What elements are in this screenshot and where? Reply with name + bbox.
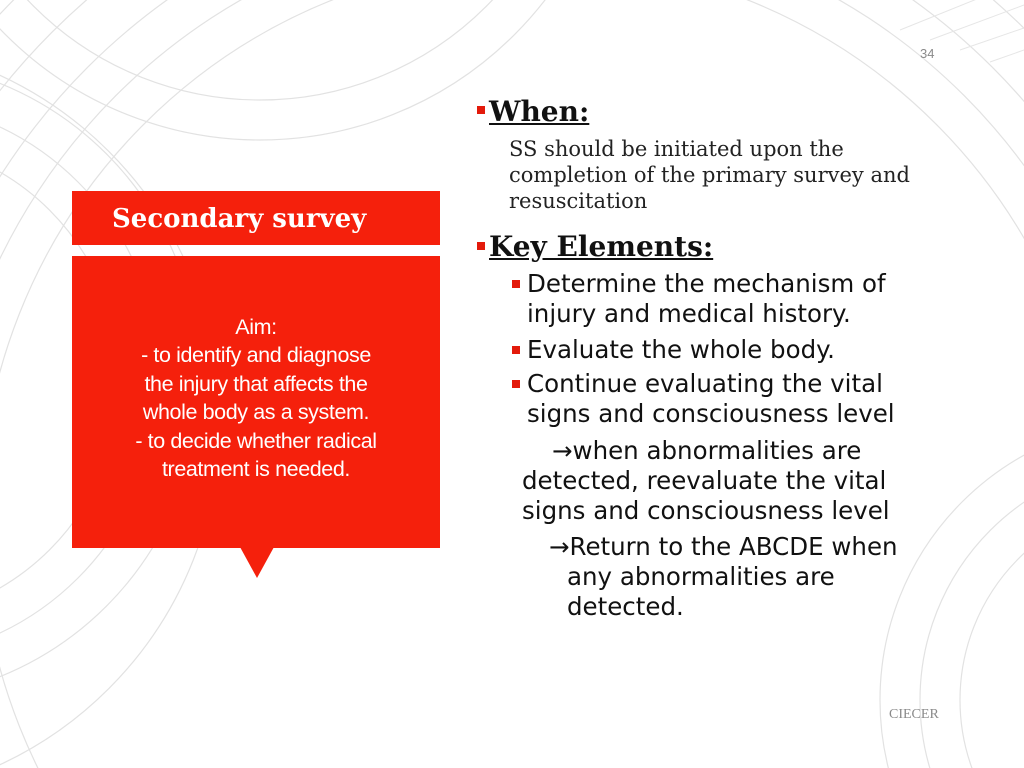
aim-callout: [72, 256, 440, 548]
footer-brand: CIECER: [889, 707, 939, 722]
when-text-line: completion of the primary survey and: [509, 163, 910, 187]
when-heading: When:: [489, 95, 590, 128]
when-text-line: SS should be initiated upon the: [509, 137, 844, 161]
bullet-square-icon: [512, 280, 520, 288]
bullet-square-icon: [512, 346, 520, 354]
note-line: any abnormalities are: [567, 562, 835, 591]
list-item-line: injury and medical history.: [527, 299, 851, 328]
bullet-square-icon: [477, 242, 485, 250]
list-item-line: Determine the mechanism of: [527, 269, 886, 298]
when-text-line: resuscitation: [509, 189, 648, 213]
note-line: detected, reevaluate the vital: [522, 466, 887, 495]
list-item-line: Continue evaluating the vital: [527, 369, 883, 398]
note-line: signs and consciousness level: [522, 496, 890, 525]
page-number: 34: [920, 46, 935, 61]
callout-pointer: [240, 547, 274, 578]
aim-text: Aim: - to identify and diagnose the injury that affects the whole body as a system. - to decide whether radical treatment is needed.: [135, 314, 377, 481]
note-line: →when abnormalities are: [552, 436, 862, 465]
slide-title: Secondary survey: [72, 191, 440, 245]
bullet-square-icon: [512, 380, 520, 388]
note-line: →Return to the ABCDE when: [549, 532, 898, 561]
list-item-line: Evaluate the whole body.: [527, 335, 835, 364]
list-item-line: signs and consciousness level: [527, 399, 895, 428]
key-elements-heading: Key Elements:: [489, 230, 714, 263]
bullet-square-icon: [477, 106, 485, 114]
note-line: detected.: [567, 592, 684, 621]
